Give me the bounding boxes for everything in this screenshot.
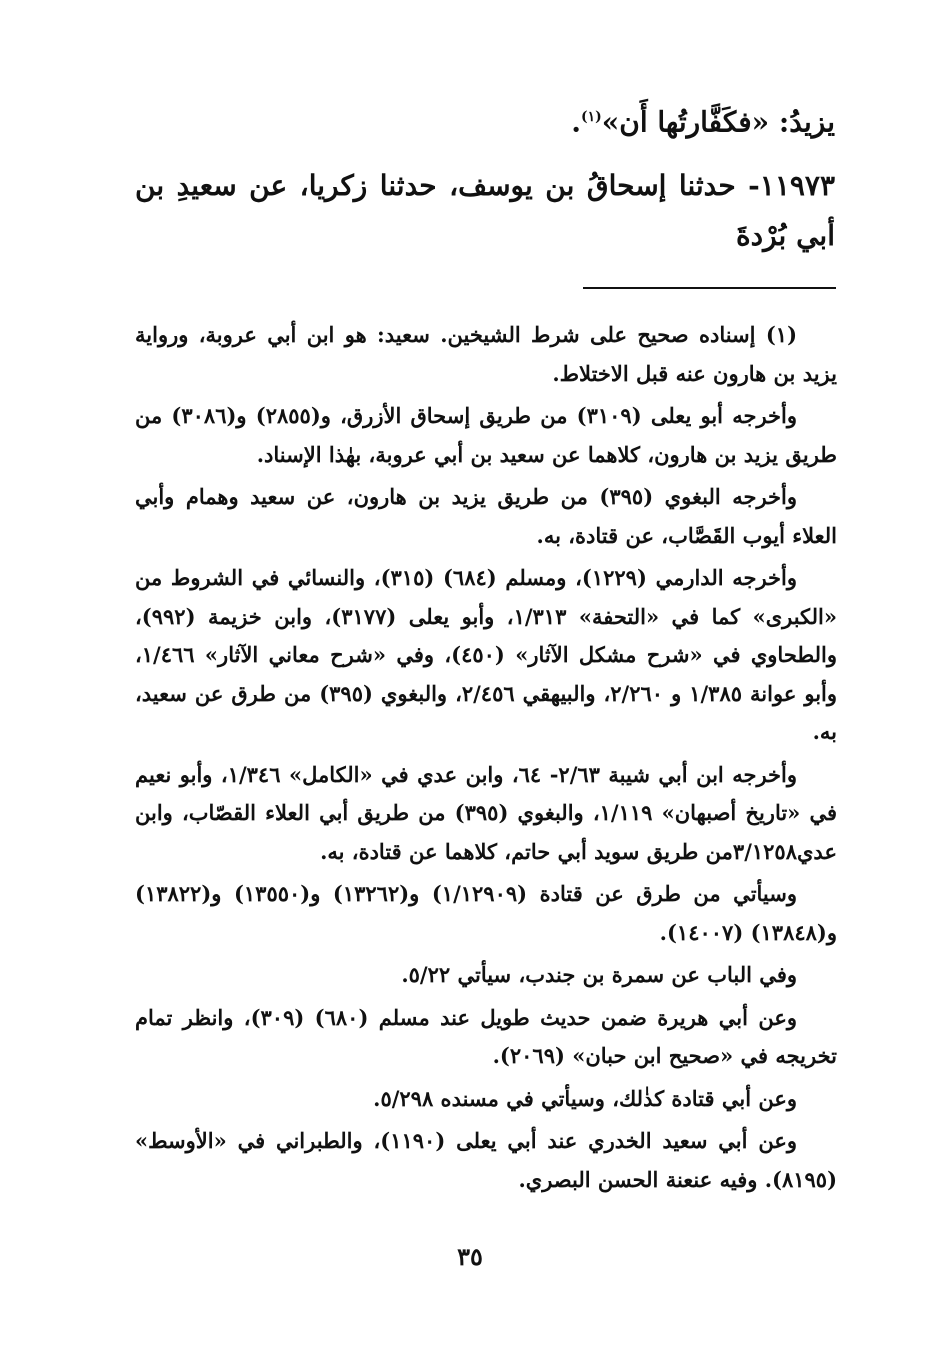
footnote-paragraph: وأخرجه ابن أبي شيبة ٢/٦٣- ٦٤، وابن عدي في «الكامل» ١/٣٤٦، وأبو نعيم في «تاريخ أصبهان» ١/١١٩، والبغوي (٣٩٥) من طريق أبي العلاء القصّاب، وابن عدي٣/١٢٥٨من طريق سويد أبي حاتم، كلاهما عن قتادة، به.: [135, 761, 838, 864]
page-number: ٣٥: [457, 1242, 483, 1271]
main-line-1: [135, 92, 835, 147]
footnote-paragraph: وعن أبي قتادة كذٰلك، وسيأتي في مسنده ٥/٢٩٨.: [373, 1085, 797, 1111]
footnote-paragraph: وعن أبي سعيد الخدري عند أبي يعلى (١١٩٠)، والطبراني في «الأوسط» (٨١٩٥). وفيه عنعنة الحسن البصري.: [135, 1128, 837, 1192]
footnote-divider: [583, 287, 836, 289]
footnote-paragraph: وفي الباب عن سمرة بن جندب، سيأتي ٥/٢٢.: [401, 962, 797, 987]
footnote-ref[interactable]: (١): [581, 109, 602, 125]
main-line-1-end: .: [571, 105, 582, 139]
hadith-text: ١١٩٧٣- حدثنا إسحاقُ بن يوسف، حدثنا زكريا، عن سعيدِ بن أبي بُرْدةَ: [135, 169, 835, 253]
footnote-paragraph: وسيأتي من طرق عن قتادة (١/١٢٩٠٩) و(١٣٢٦٢) و(١٣٥٥٠) و(١٣٨٢٢) و(١٣٨٤٨) (١٤٠٠٧).: [135, 881, 837, 945]
footnote-paragraph: وعن أبي هريرة ضمن حديث طويل عند مسلم (٦٨٠) (٣٠٩)، وانظر تمام تخريجه في «صحيح ابن حبان» (٢٠٦٩).: [135, 1004, 837, 1068]
footnotes: [135, 316, 837, 1203]
footnote-paragraph: وأخرجه أبو يعلى (٣١٠٩) من طريق إسحاق الأزرق، و(٢٨٥٥) و(٣٠٨٦) من طريق يزيد بن هارون، كلاهما عن سعيد بن أبي عروبة، بهٰذا الإسناد.: [135, 403, 837, 467]
main-line-1-text: يزيدُ: «فكَفَّارتُها أَن»: [601, 105, 835, 139]
footnote-paragraph: (١) إسناده صحيح على شرط الشيخين. سعيد: هو ابن أبي عروبة، ورواية يزيد بن هارون عنه قبل الاختلاط.: [135, 322, 837, 386]
footnote-paragraph: وأخرجه البغوي (٣٩٥) من طريق يزيد بن هارون، عن سعيد وهمام وأبي العلاء أيوب القَصَّاب، عن قتادة، به.: [135, 484, 837, 548]
footnote-paragraph: وأخرجه الدارمي (١٢٢٩)، ومسلم (٦٨٤) (٣١٥)، والنسائي في الشروط من «الكبرى» كما في «التحفة» ١/٣١٣، وأبو يعلى (٣١٧٧)، وابن خزيمة (٩٩٢)، والطحاوي في «شرح مشكل الآثار» (٤٥٠)، وفي «شرح معاني الآثار» ١/٤٦٦، وأبو عوانة ١/٣٨٥ و ٢/٢٦٠، والبيهقي ٢/٤٥٦، والبغوي (٣٩٥) من طرق عن سعيد، به.: [135, 565, 838, 744]
main-text: [135, 92, 835, 261]
